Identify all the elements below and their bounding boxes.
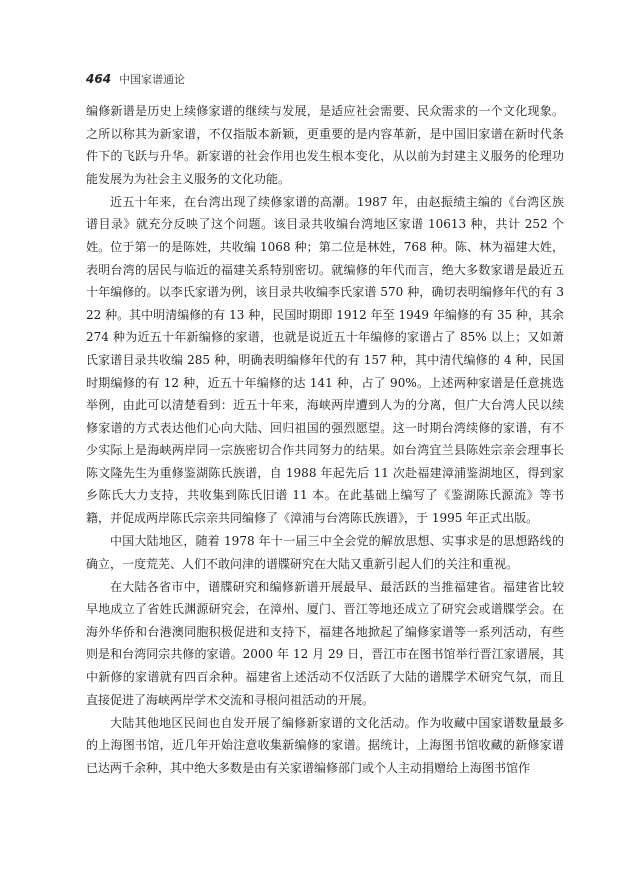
- page-header: [86, 71, 566, 91]
- paragraph-taiwan-genealogy: 近五十年来，在台湾出现了续修家谱的高潮。1987 年，由赵振绩主编的《台湾区族谱目录》就充分反映了这个问题。该目录共收编台湾地区家谱 10613 种，共计 252 个姓。位于第一的是陈姓，共收编 1068 种；第二位是林姓，768 种。陈、林为福建大姓，表明台湾的居民与临近的福建关系特别密切。就编修的年代而言，绝大多数家谱是最近五十年编修的。以李氏家谱为例，该目录共收编李氏家谱 570 种，确切表明编修年代的有 322 种。其中明清编修的有 13 种，民国时期即 1912 年至 1949 年编修的有 35 种，其余 274 种为近五十年新编修的家谱，也就是说近五十年编修的家谱占了 85% 以上；又如萧氏家谱目录共收编 285 种，明确表明编修年代的有 157 种，其中清代编修的 4 种，民国时期编修的有 12 种，近五十年编修的达 141 种，占了 90%。上述两种家谱是任意挑选举例，由此可以清楚看到：近五十年来，海峡两岸遭到人为的分离，但广大台湾人民以续修家谱的方式表达他们心向大陆、回归祖国的强烈愿望。这一时期台湾续修的家谱，有不少实际上是海峡两岸同一宗族密切合作共同努力的结果。如台湾宜兰县陈姓宗亲会理事长陈文隆先生为重修鉴湖陈氏族谱，自 1988 年起先后 11 次赴福建漳浦鉴湖地区，得到家乡陈氏大力支持，共收集到陈氏旧谱 11 本。在此基础上编写了《鉴湖陈氏源流》等书籍，并促成两岸陈氏宗亲共同编修了《漳浦与台湾陈氏族谱》，于 1995 年正式出版。: [86, 194, 564, 526]
- page-number: 464: [86, 72, 112, 86]
- body-text: [86, 100, 564, 779]
- paragraph-fujian-activity: 在大陆各省市中，谱牒研究和编修新谱开展最早、最活跃的当推福建省。福建省比较早地成立了省姓氏渊源研究会，在漳州、厦门、晋江等地还成立了研究会或谱牒学会。在海外华侨和台港澳同胞积极促进和支持下，福建各地掀起了编修家谱等一系列活动，有些则是和台湾同宗共修的家谱。2000 年 12 月 29 日，晋江市在图书馆举行晋江家谱展，其中新修的家谱就有四百余种。福建省上述活动不仅活跃了大陆的谱牒学术研究气氛，而且直接促进了海峡两岸学术交流和寻根问祖活动的开展。: [86, 579, 564, 707]
- running-title: 中国家谱通论: [119, 73, 186, 86]
- paragraph-other-regions: 大陆其他地区民间也自发开展了编修新家谱的文化活动。作为收藏中国家谱数量最多的上海图书馆，近几年开始注意收集新编修的家谱。据统计，上海图书馆收藏的新修家谱已达两千余种，其中绝大多数是由有关家谱编修部门或个人主动捐赠给上海图书馆作: [86, 715, 564, 775]
- paragraph-new-genealogy: 编修新谱是历史上续修家谱的继续与发展，是适应社会需要、民众需求的一个文化现象。之所以称其为新家谱，不仅指版本新颖，更重要的是内容革新，是中国旧家谱在新时代条件下的飞跃与升华。新家谱的社会作用也发生根本变化，从以前为封建主义服务的伦理功能发展为为社会主义服务的文化功能。: [86, 104, 564, 186]
- paragraph-mainland-revival: 中国大陆地区，随着 1978 年十一届三中全会党的解放思想、实事求是的思想路线的确立，一度荒芜、人们不敢问津的谱牒研究在大陆又重新引起人们的关注和重视。: [86, 534, 564, 571]
